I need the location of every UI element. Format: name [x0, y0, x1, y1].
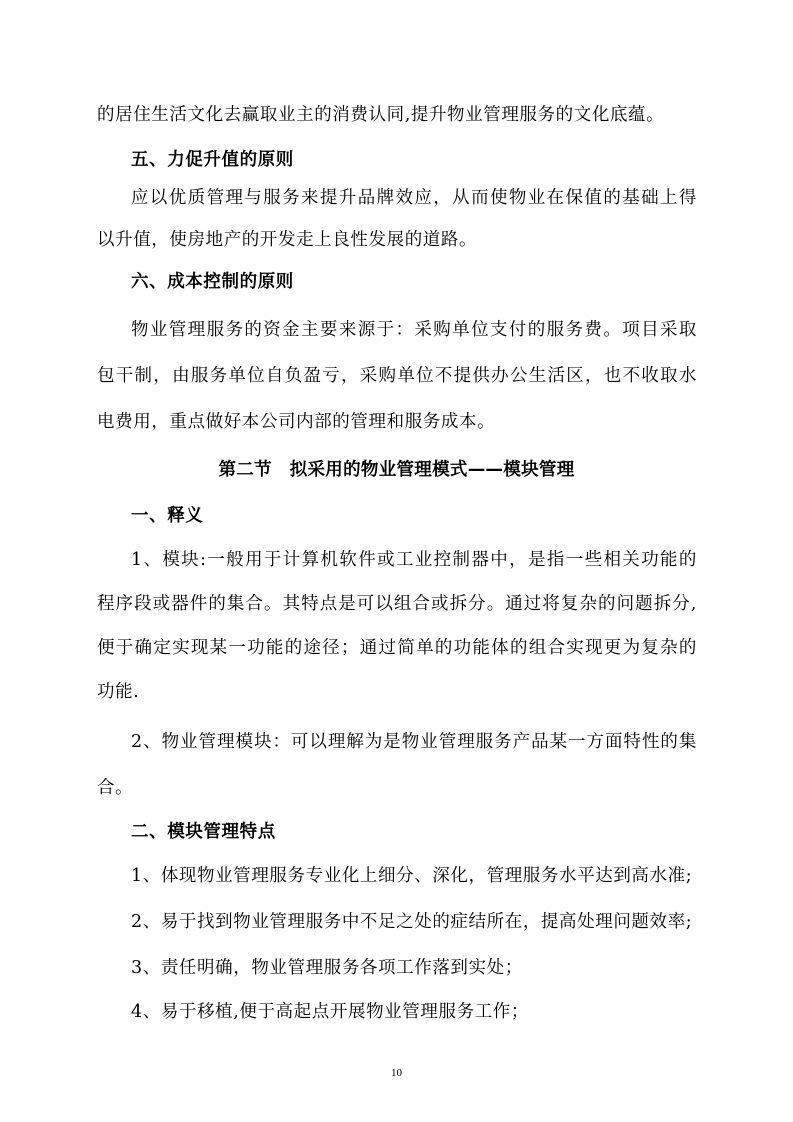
paragraph-line: 程序段或器件的集合。其特点是可以组合或拆分。通过将复杂的问题拆分,: [97, 594, 697, 614]
list-item: 3、责任明确，物业管理服务各项工作落到实处；: [131, 958, 523, 978]
paragraph-continuation-line: 的居住生活文化去赢取业主的消费认同,提升物业管理服务的文化底蕴。: [97, 105, 665, 125]
subsection-heading-definition: 一、释义: [131, 506, 204, 526]
list-item: 1、体现物业管理服务专业化上细分、深化，管理服务水平达到高水准;: [131, 866, 693, 886]
list-item: 2、易于找到物业管理服务中不足之处的症结所在，提高处理问题效率;: [131, 912, 693, 932]
paragraph-line: 合。: [97, 778, 134, 798]
section-heading-appreciation: 五、力促升值的原则: [131, 150, 294, 170]
paragraph-line: 电费用，重点做好本公司内部的管理和服务成本。: [97, 412, 496, 432]
paragraph-line: 1、模块:一般用于计算机软件或工业控制器中，是指一些相关功能的: [131, 550, 697, 570]
page-number: 10: [391, 1067, 402, 1079]
paragraph-line: 便于确定实现某一功能的途径；通过简单的功能体的组合实现更为复杂的: [97, 638, 697, 658]
section-heading-cost-control: 六、成本控制的原则: [131, 272, 294, 292]
paragraph-line: 2、物业管理模块：可以理解为是物业管理服务产品某一方面特性的集: [131, 732, 697, 752]
section-title: 第二节 拟采用的物业管理模式——模块管理: [218, 460, 575, 480]
list-item: 4、易于移植,便于高起点开展物业管理服务工作；: [131, 1002, 529, 1022]
subsection-heading-features: 二、模块管理特点: [131, 822, 276, 842]
paragraph-line: 功能.: [97, 682, 140, 702]
paragraph-line: 应以优质管理与服务来提升品牌效应，从而使物业在保值的基础上得: [131, 188, 697, 208]
paragraph-line: 包干制，由服务单位自负盈亏，采购单位不提供办公生活区，也不收取水: [97, 366, 697, 386]
paragraph-line: 以升值，使房地产的开发走上良性发展的道路。: [97, 230, 478, 250]
paragraph-line: 物业管理服务的资金主要来源于：采购单位支付的服务费。项目采取: [131, 320, 697, 340]
